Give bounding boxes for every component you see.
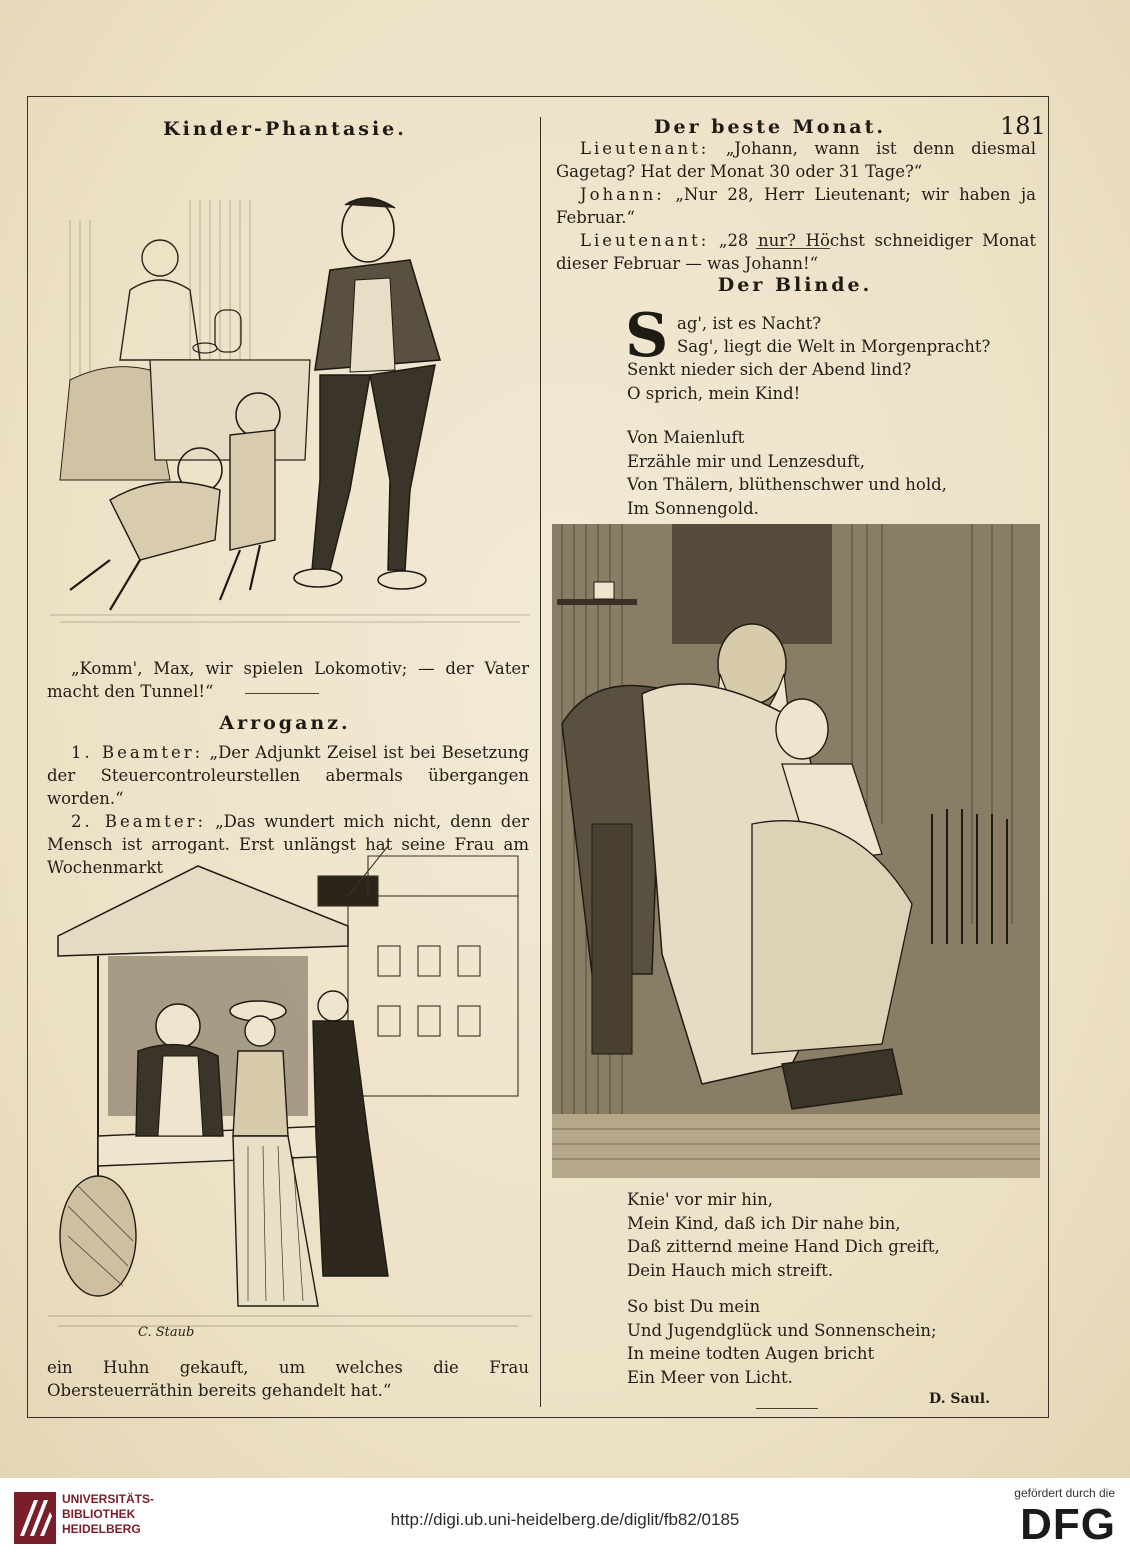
dialogue-2: „Das wundert mich nicht, denn der Mensch ist arrogant. Erst unlängst hat seine Frau am Wochenmarkt [47, 812, 529, 877]
separator-rule [245, 693, 319, 694]
heading-arroganz: Arroganz. [219, 712, 351, 734]
speaker-lieutenant-1: Lieutenant: [580, 139, 710, 158]
dialogue-johann: „Nur 28, Herr Lieutenant; wir haben ja Februar.“ [556, 185, 1036, 227]
poem-stanza-1-line-1: ag', ist es Nacht? [677, 314, 822, 333]
permalink-url[interactable]: http://digi.ub.uni-heidelberg.de/diglit/fb82/0185 [390, 1510, 740, 1529]
university-logo-icon [14, 1492, 56, 1548]
poem-stanza-2: Von Maienluft Erzähle mir und Lenzesduft, Von Thälern, blüthenschwer und hold, Im Sonnengold. [627, 428, 947, 518]
dialogue-lieutenant-1: „Johann, wann ist denn diesmal Gagetag? Hat der Monat 30 oder 31 Tage?“ [556, 139, 1036, 181]
funding-note: gefördert durch die [1014, 1486, 1115, 1500]
dialogue-lieutenant-2: „28 nur? Höchst schneidiger Monat dieser Februar — was Johann!“ [556, 231, 1036, 273]
dfg-logo: DFG [1020, 1500, 1116, 1549]
poem-stanza-4: So bist Du mein Und Jugendglück und Sonnenschein; In meine todten Augen bricht Ein Meer von Licht. [627, 1297, 937, 1387]
poem-stanza-1-rest: Senkt nieder sich der Abend lind? O sprich, mein Kind! [627, 360, 912, 403]
illustration-signature: C. Staub [138, 1325, 195, 1340]
illustration-market-stall [48, 836, 532, 1348]
poem-stanza-3: Knie' vor mir hin, Mein Kind, daß ich Dir nahe bin, Daß zitternd meine Hand Dich greift, Dein Hauch mich streift. [627, 1190, 940, 1280]
university-name: UNIVERSITÄTS- BIBLIOTHEK HEIDELBERG [62, 1492, 155, 1536]
illustration-blind-man-and-child [552, 524, 1040, 1178]
speaker-lieutenant-2: Lieutenant: [580, 231, 710, 250]
heading-kinder-phantasie: Kinder-Phantasie. [163, 118, 407, 140]
illustration-children-playing [50, 160, 530, 640]
caption-kinder-phantasie: „Komm', Max, wir spielen Lokomotiv; — der Vater macht den Tunnel!“ [47, 659, 529, 701]
heading-der-blinde: Der Blinde. [717, 274, 873, 296]
dialogue-1: „Der Adjunkt Zeisel ist bei Besetzung der Steuercontroleurstellen abermals übergangen worden.“ [47, 743, 530, 808]
separator-rule [756, 248, 830, 249]
article-arroganz-continued: ein Huhn gekauft, um welches die Frau Obersteuerräthin bereits gehandelt hat.“ [47, 1358, 529, 1400]
poem-stanza-1-line-2: Sag', liegt die Welt in Morgenpracht? [677, 337, 991, 356]
column-divider [540, 117, 541, 1407]
page-number: 181 [1000, 112, 1046, 140]
speaker-johann: Johann: [580, 185, 665, 204]
heading-der-beste-monat: Der beste Monat. [654, 116, 886, 138]
separator-rule [756, 1408, 818, 1409]
speaker-beamter-2: 2. Beamter: [71, 812, 207, 831]
viewer-footer [0, 1478, 1130, 1562]
poem-author: D. Saul. [929, 1391, 990, 1407]
article-der-beste-monat [556, 137, 1036, 275]
speaker-beamter-1: 1. Beamter: [71, 743, 204, 762]
poem-drop-cap: S [625, 301, 669, 371]
